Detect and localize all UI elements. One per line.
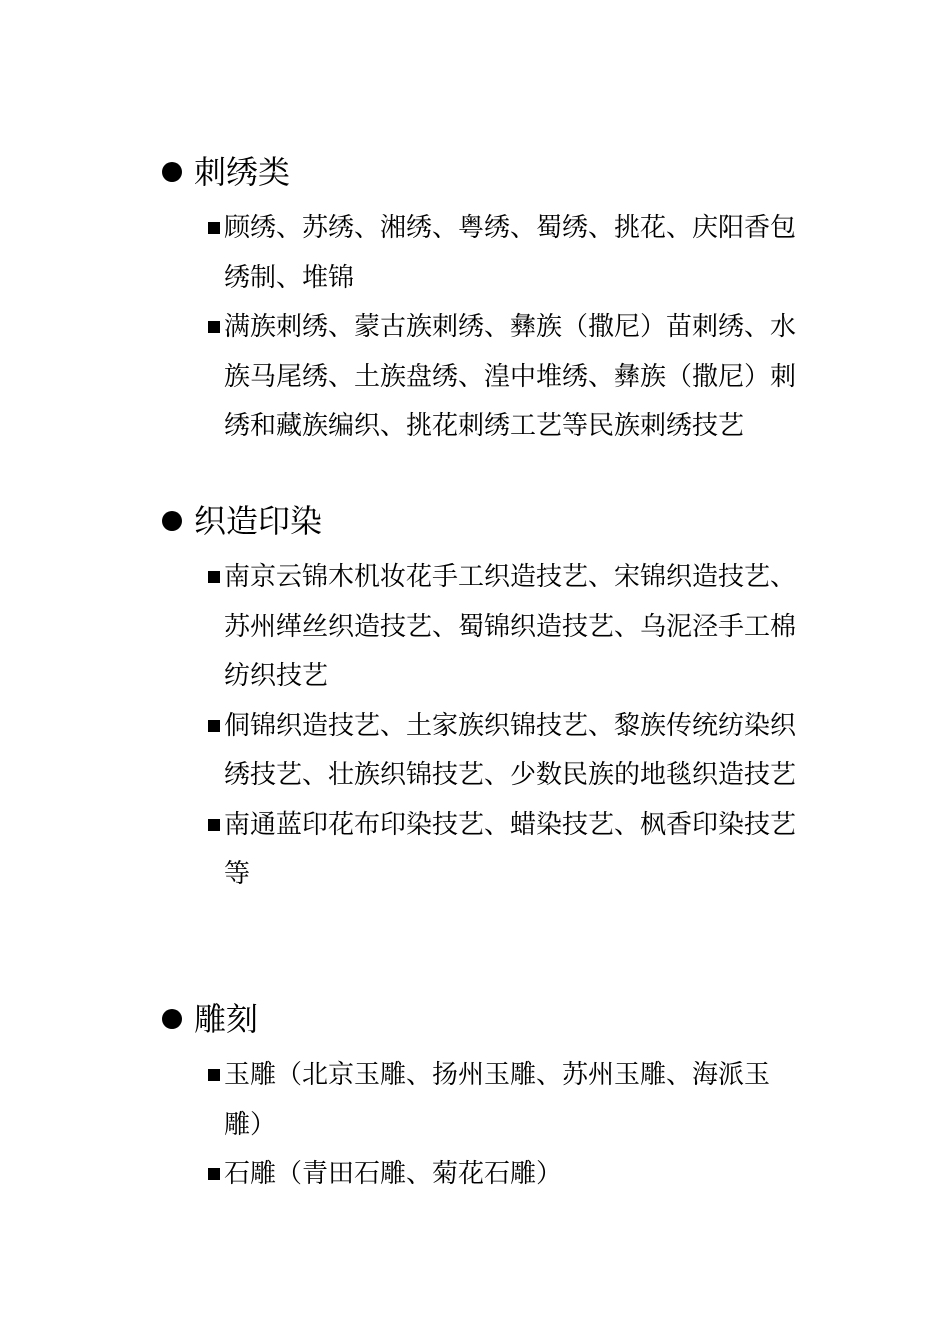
section-heading xyxy=(160,150,820,194)
section-title: 织造印染 xyxy=(194,502,323,540)
list-item-text: 石雕（青田石雕、菊花石雕） xyxy=(224,1159,563,1189)
list-item-text: 满族刺绣、蒙古族刺绣、彝族（撒尼）苗刺绣、水族马尾绣、土族盘绣、湟中堆绣、彝族（撒尼）刺绣和藏族编织、挑花刺绣工艺等民族刺绣技艺 xyxy=(224,312,797,441)
list-item xyxy=(160,702,804,801)
section-title: 刺绣类 xyxy=(194,153,291,191)
bullet-square-icon xyxy=(208,819,220,831)
bullet-square-icon xyxy=(208,1069,220,1081)
section-heading xyxy=(160,499,820,543)
bullet-square-icon xyxy=(208,571,220,583)
item-list xyxy=(160,204,820,452)
section-weaving-dyeing xyxy=(160,499,820,900)
item-list xyxy=(160,1051,820,1200)
list-item-text: 玉雕（北京玉雕、扬州玉雕、苏州玉雕、海派玉雕） xyxy=(224,1060,771,1140)
list-item xyxy=(160,303,804,452)
list-item xyxy=(160,1051,804,1150)
section-embroidery xyxy=(160,150,820,452)
list-item-text: 顾绣、苏绣、湘绣、粤绣、蜀绣、挑花、庆阳香包绣制、堆锦 xyxy=(224,213,797,293)
section-title: 雕刻 xyxy=(194,1000,259,1038)
bullet-square-icon xyxy=(208,1168,220,1180)
list-item xyxy=(160,204,804,303)
bullet-dot-icon xyxy=(162,162,182,182)
bullet-square-icon xyxy=(208,321,220,333)
section-carving xyxy=(160,997,820,1200)
bullet-square-icon xyxy=(208,222,220,234)
list-item-text: 南通蓝印花布印染技艺、蜡染技艺、枫香印染技艺等 xyxy=(224,809,797,889)
list-item xyxy=(160,553,804,702)
list-item xyxy=(160,1150,804,1200)
bullet-dot-icon xyxy=(162,511,182,531)
bullet-square-icon xyxy=(208,720,220,732)
bullet-dot-icon xyxy=(162,1009,182,1029)
item-list xyxy=(160,553,820,900)
list-item xyxy=(160,801,804,900)
list-item-text: 南京云锦木机妆花手工织造技艺、宋锦织造技艺、苏州缂丝织造技艺、蜀锦织造技艺、乌泥泾手工棉纺织技艺 xyxy=(224,562,797,691)
section-heading xyxy=(160,997,820,1041)
list-item-text: 侗锦织造技艺、土家族织锦技艺、黎族传统纺染织绣技艺、壮族织锦技艺、少数民族的地毯织造技艺 xyxy=(224,710,797,790)
